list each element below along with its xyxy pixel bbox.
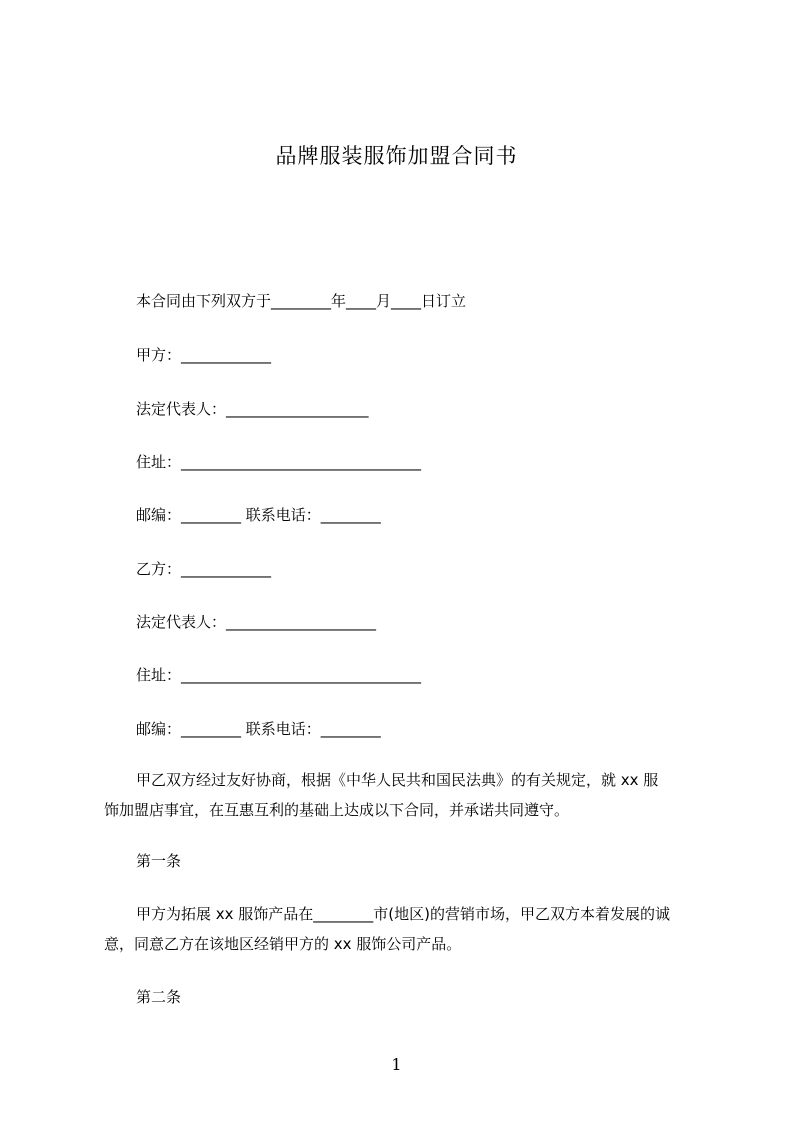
article-heading: 第二条 bbox=[136, 988, 182, 1006]
paragraph-line: 甲乙双方经过友好协商，根据《中华人民共和国民法典》的有关规定，就 xx 服 bbox=[136, 771, 659, 789]
party-a-address-line: 住址：________________________________ bbox=[136, 453, 422, 471]
party-a-legal-rep-line: 法定代表人：___________________ bbox=[136, 400, 369, 418]
page-number: 1 bbox=[391, 1055, 402, 1074]
party-b-legal-rep-line: 法定代表人：____________________ bbox=[136, 613, 377, 631]
party-a-postcode-phone-line: 邮编：________ 联系电话：________ bbox=[136, 506, 381, 524]
article-one-paragraph bbox=[104, 899, 704, 959]
party-b-postcode-phone-line: 邮编：________ 联系电话：________ bbox=[136, 720, 381, 738]
paragraph-line: 甲方为拓展 xx 服饰产品在________市(地区)的营销市场，甲乙双方本着发展的诚 bbox=[136, 905, 670, 923]
contract-date-line: 本合同由下列双方于________年____月____日订立 bbox=[136, 292, 467, 310]
paragraph-line: 饰加盟店事宜，在互惠互利的基础上达成以下合同，并承诺共同遵守。 bbox=[104, 801, 570, 819]
paragraph-line: 意，同意乙方在该地区经销甲方的 xx 服饰公司产品。 bbox=[104, 935, 462, 953]
party-a-line: 甲方：____________ bbox=[136, 346, 272, 364]
party-b-address-line: 住址：________________________________ bbox=[136, 666, 422, 684]
party-b-line: 乙方：____________ bbox=[136, 560, 272, 578]
intro-paragraph bbox=[104, 765, 704, 825]
article-heading: 第一条 bbox=[136, 852, 182, 870]
document-title: 品牌服装服饰加盟合同书 bbox=[275, 144, 518, 168]
